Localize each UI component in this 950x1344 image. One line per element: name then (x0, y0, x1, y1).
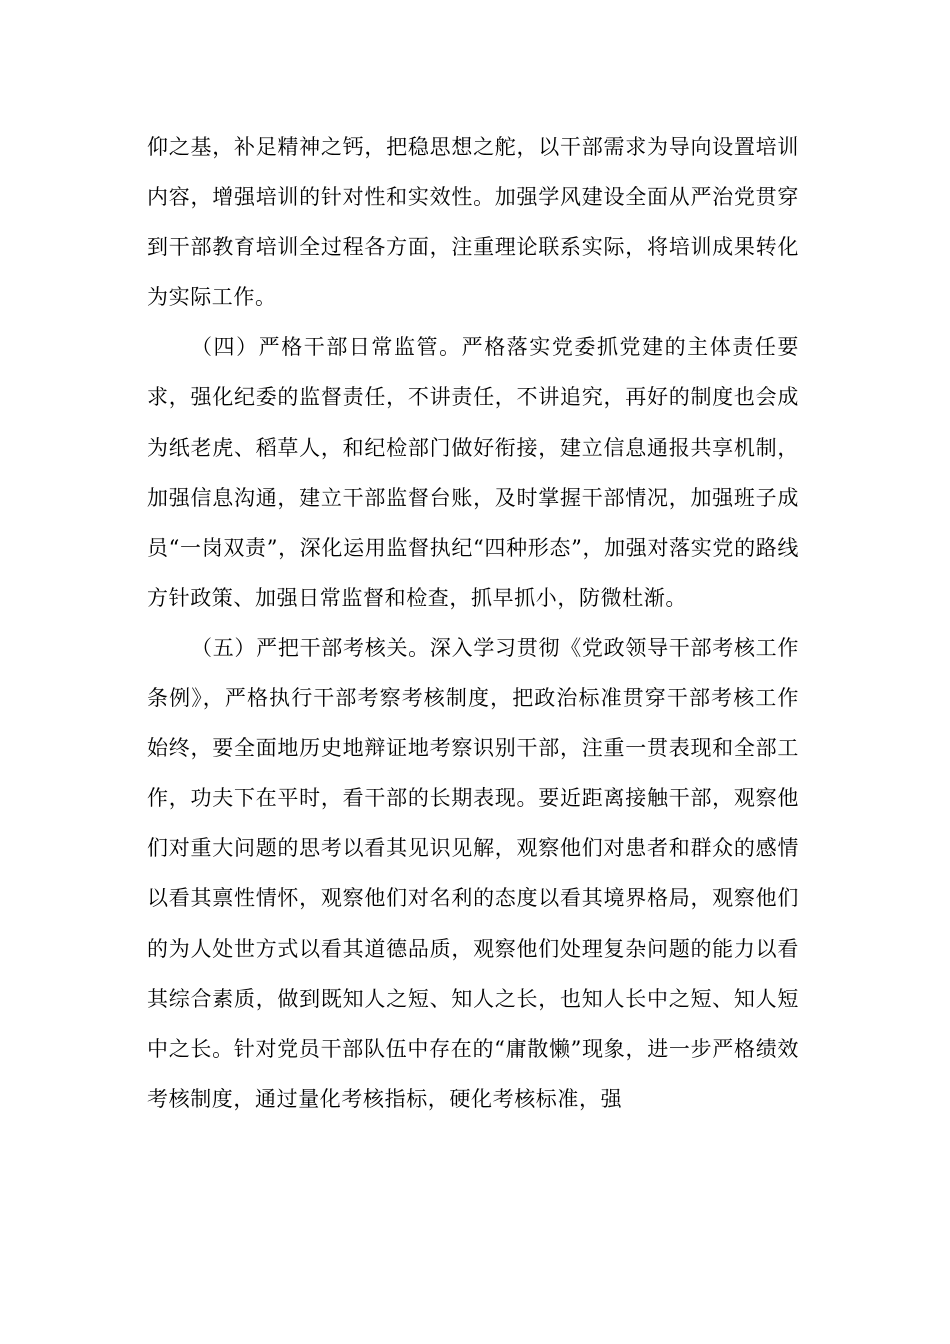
paragraph-continuation: 仰之基，补足精神之钙，把稳思想之舵，以干部需求为导向设置培训内容，增强培训的针对性和实效性。加强学风建设全面从严治党贯穿到干部教育培训全过程各方面，注重理论联系实际，将培训成果转化为实际工作。 (147, 135, 799, 310)
document-body (147, 122, 799, 1124)
paragraph-section-5: （五）严把干部考核关。深入学习贯彻《党政领导干部考核工作条例》，严格执行干部考察考核制度，把政治标准贯穿干部考核工作始终，要全面地历史地辩证地考察识别干部，注重一贯表现和全部工作，功夫下在平时，看干部的长期表现。要近距离接触干部，观察他们对重大问题的思考以看其见识见解，观察他们对患者和群众的感情以看其禀性情怀，观察他们对名利的态度以看其境界格局，观察他们的为人处世方式以看其道德品质，观察他们处理复杂问题的能力以看其综合素质，做到既知人之短、知人之长，也知人长中之短、知人短中之长。针对党员干部队伍中存在的“庸散懒”现象，进一步严格绩效考核制度，通过量化考核指标，硬化考核标准，强 (147, 635, 799, 1111)
paragraph-section-4: （四）严格干部日常监管。严格落实党委抓党建的主体责任要求，强化纪委的监督责任，不讲责任，不讲追究，再好的制度也会成为纸老虎、稻草人，和纪检部门做好衔接，建立信息通报共享机制，加强信息沟通，建立干部监督台账，及时掌握干部情况，加强班子成员“一岗双责”，深化运用监督执纪“四种形态”，加强对落实党的路线方针政策、加强日常监督和检查，抓早抓小，防微杜渐。 (147, 335, 799, 610)
